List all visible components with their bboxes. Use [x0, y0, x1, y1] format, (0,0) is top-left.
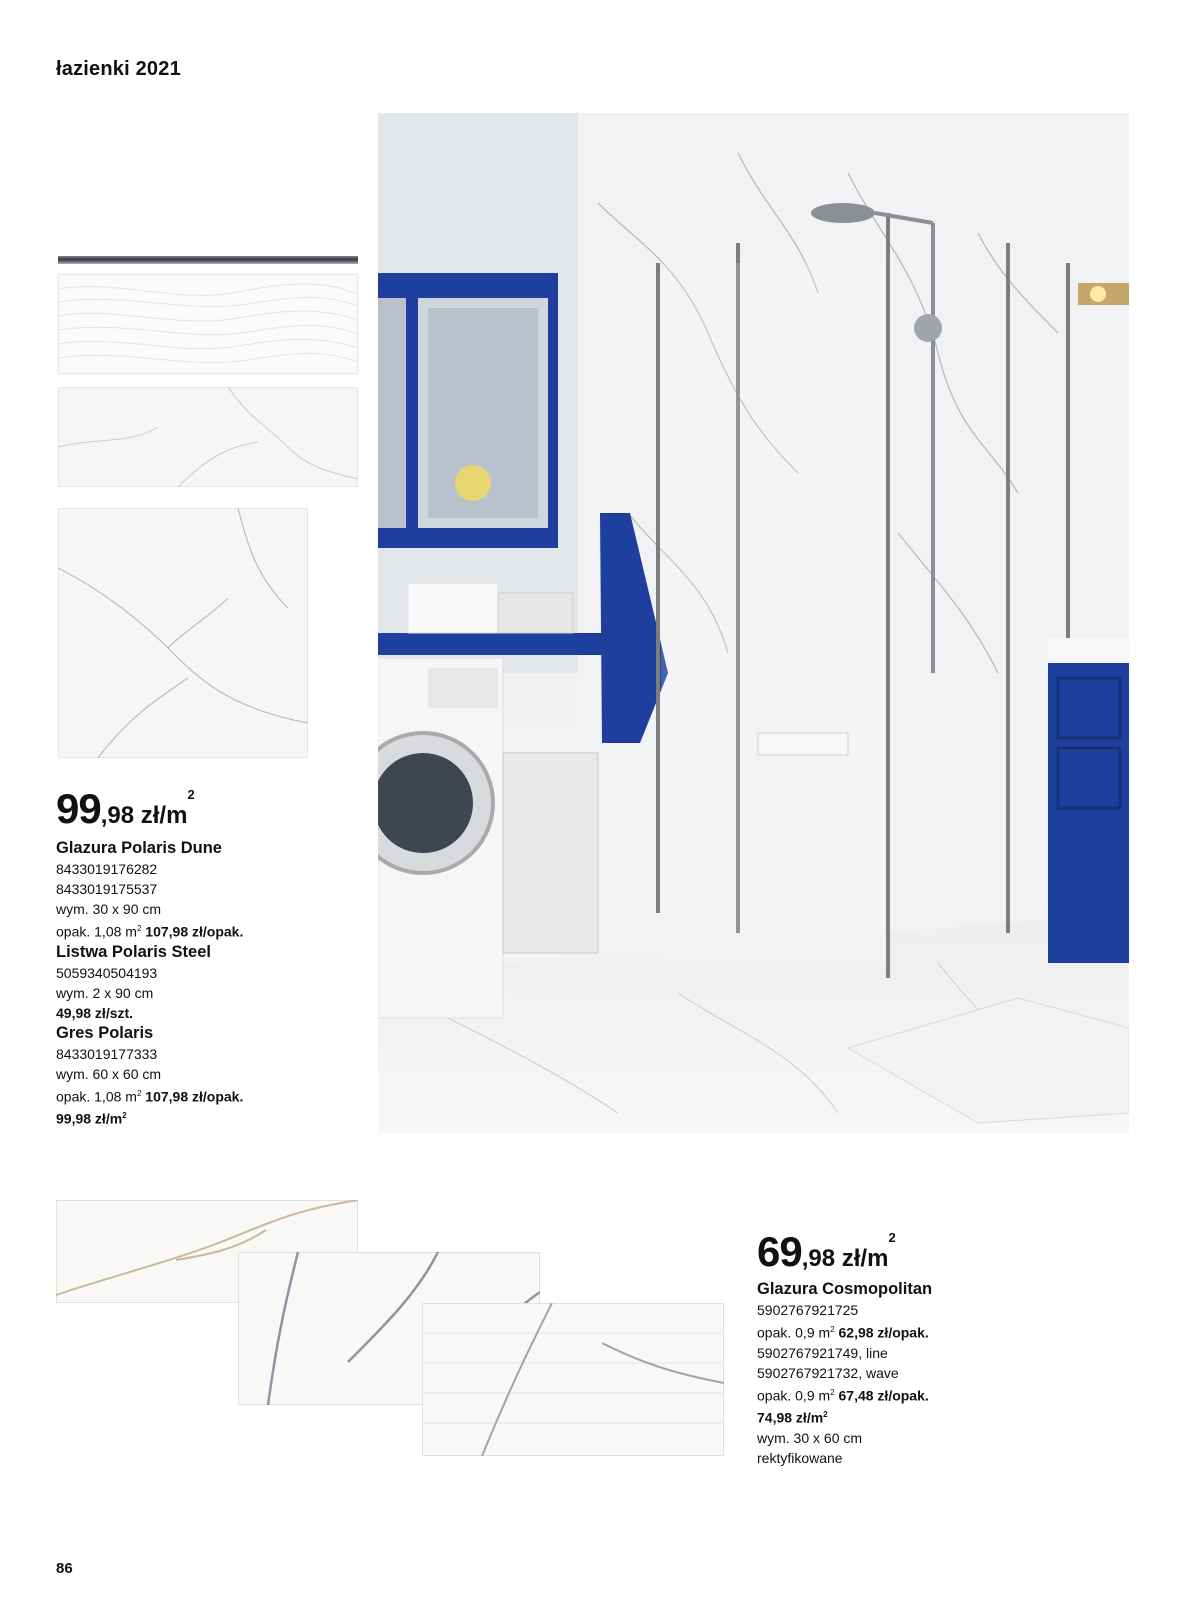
package-price: opak. 1,08 $m^2$ 107,98 zł/opak. — [56, 1088, 244, 1105]
page-number: 86 — [56, 1560, 73, 1577]
dimensions: wym. 30 x 90 cm — [56, 901, 162, 917]
polaris-dune-wave-tile-swatch — [58, 274, 358, 374]
package-price: opak. 1,08 $m^2$ 107,98 zł/opak. — [56, 923, 244, 940]
dimensions: wym. 2 x 90 cm — [56, 984, 154, 1001]
product-details-polaris — [56, 838, 346, 1129]
ean-code: 5059340504193 — [56, 964, 158, 981]
product-price-polaris: 99,98 $zł/m^2$ — [56, 785, 195, 832]
unit-price: 99,98 $zł/m^2$ — [56, 1110, 127, 1127]
ean-code: 8433019176282 — [56, 861, 158, 877]
dimensions: wym. 30 x 60 cm — [757, 1429, 863, 1446]
package-price: opak. 0,9 $m^2$ 67,48 zł/opak. — [757, 1387, 929, 1404]
unit-price: 49,98 zł/szt. — [56, 1004, 134, 1021]
unit-price: 74,98 $zł/m^2$ — [757, 1409, 828, 1426]
cosmopolitan-wave-tile-swatch — [422, 1303, 724, 1456]
marble-veins — [58, 508, 308, 758]
ean-code: 8433019175537 — [56, 881, 158, 897]
product-name: Gres Polaris — [56, 1023, 154, 1042]
ean-code: 5902767921725 — [757, 1302, 859, 1318]
ean-code: 5902767921732, wave — [757, 1364, 899, 1381]
marble-veins — [58, 387, 358, 487]
polaris-gres-tile-swatch — [58, 508, 308, 758]
polaris-steel-strip-swatch — [58, 256, 358, 264]
bathroom-photo — [378, 113, 1129, 1133]
ean-code: 8433019177333 — [56, 1045, 158, 1062]
marble-veins — [422, 1303, 724, 1456]
note: rektyfikowane — [757, 1449, 843, 1466]
product-price-cosmopolitan: 69,98 $zł/m^2$ — [757, 1228, 896, 1275]
dimensions: wym. 60 x 60 cm — [56, 1065, 162, 1082]
page-header-title: łazienki 2021 — [56, 58, 181, 80]
product-name: Listwa Polaris Steel — [56, 942, 211, 961]
product-name: Glazura Polaris Dune — [56, 839, 222, 857]
wave-pattern — [58, 274, 358, 374]
product-details-cosmopolitan — [757, 1279, 1017, 1468]
package-price: opak. 0,9 $m^2$ 62,98 zł/opak. — [757, 1324, 929, 1341]
bathroom-illustration — [378, 113, 1129, 1133]
polaris-dune-marble-tile-swatch — [58, 387, 358, 487]
ean-code: 5902767921749, line — [757, 1344, 888, 1361]
product-name: Glazura Cosmopolitan — [757, 1280, 933, 1298]
